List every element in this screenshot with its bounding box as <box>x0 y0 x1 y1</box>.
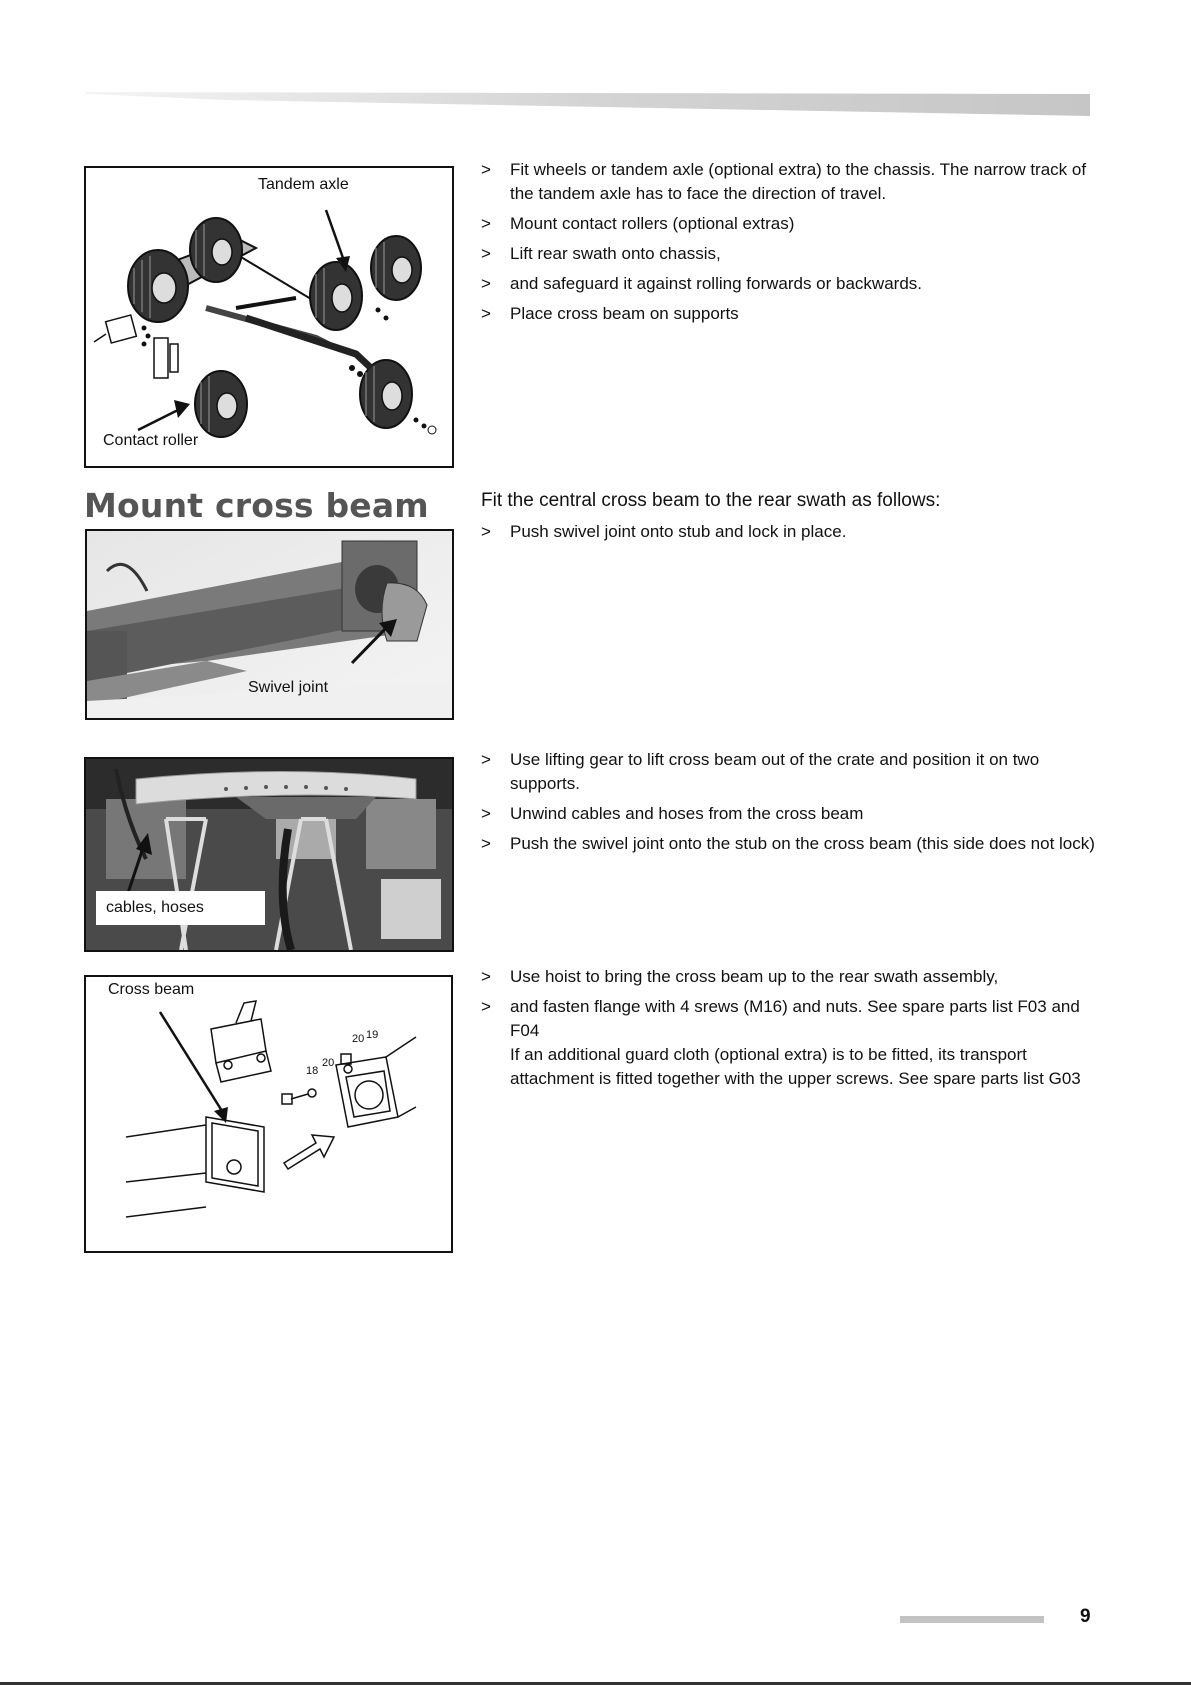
instruction-item <box>481 995 1101 1091</box>
tandem-axle-illustration <box>86 168 452 466</box>
header-bar <box>86 90 1090 116</box>
footer-bar <box>900 1616 1044 1623</box>
swivel-joint-label: Swivel joint <box>248 679 329 696</box>
instruction-item: > Push the swivel joint onto the stub on the cross beam (this side does not lock) <box>481 832 1101 856</box>
instruction-item: > Use lifting gear to lift cross beam out of the crate and position it on two supports. <box>481 748 1101 796</box>
instruction-item: > Push swivel joint onto stub and lock in place. <box>481 520 1101 544</box>
instruction-item: > and safeguard it against rolling forwards or backwards. <box>481 272 1101 296</box>
cables-hoses-label: cables, hoses <box>96 891 265 925</box>
section-title: Mount cross beam <box>84 486 429 525</box>
instructions-chassis <box>481 158 1101 332</box>
contact-roller-label: Contact roller <box>103 432 199 449</box>
section-intro: Fit the central cross beam to the rear swath as follows: <box>481 490 941 511</box>
part-number-20-lower: 20 <box>322 1057 335 1069</box>
cross-beam-drawing <box>86 977 451 1251</box>
instruction-item: > Unwind cables and hoses from the cross beam <box>481 802 1101 826</box>
instruction-item: > Mount contact rollers (optional extras) <box>481 212 1101 236</box>
figure-swivel-joint <box>85 529 454 720</box>
cross-beam-label: Cross beam <box>108 981 195 998</box>
instructions-fasten <box>481 965 1101 1097</box>
figure-cross-beam <box>84 975 453 1253</box>
page-number: 9 <box>1080 1606 1091 1627</box>
part-number-20-upper: 20 <box>352 1033 365 1045</box>
part-number-18: 18 <box>306 1065 319 1077</box>
instruction-text: > and fasten flange with 4 srews (M16) and nuts. See spare parts list F03 and F04 <box>510 997 1080 1040</box>
figure-tandem-axle <box>84 166 454 468</box>
instructions-lifting <box>481 748 1101 862</box>
instruction-item: > Place cross beam on supports <box>481 302 1101 326</box>
part-number-19: 19 <box>366 1029 379 1041</box>
instruction-item: > Lift rear swath onto chassis, <box>481 242 1101 266</box>
figure-cables-hoses <box>84 757 454 952</box>
instruction-note: If an additional guard cloth (optional extra) is to be fitted, its transport attachment is fitted together with the upper screws. See spare parts list G03 <box>510 1045 1081 1088</box>
instruction-item: > Fit wheels or tandem axle (optional extra) to the chassis. The narrow track of the tandem axle has to face the direction of travel. <box>481 158 1101 206</box>
tandem-axle-label: Tandem axle <box>258 176 349 193</box>
instructions-swivel <box>481 520 1101 550</box>
instruction-item: > Use hoist to bring the cross beam up to the rear swath assembly, <box>481 965 1101 989</box>
